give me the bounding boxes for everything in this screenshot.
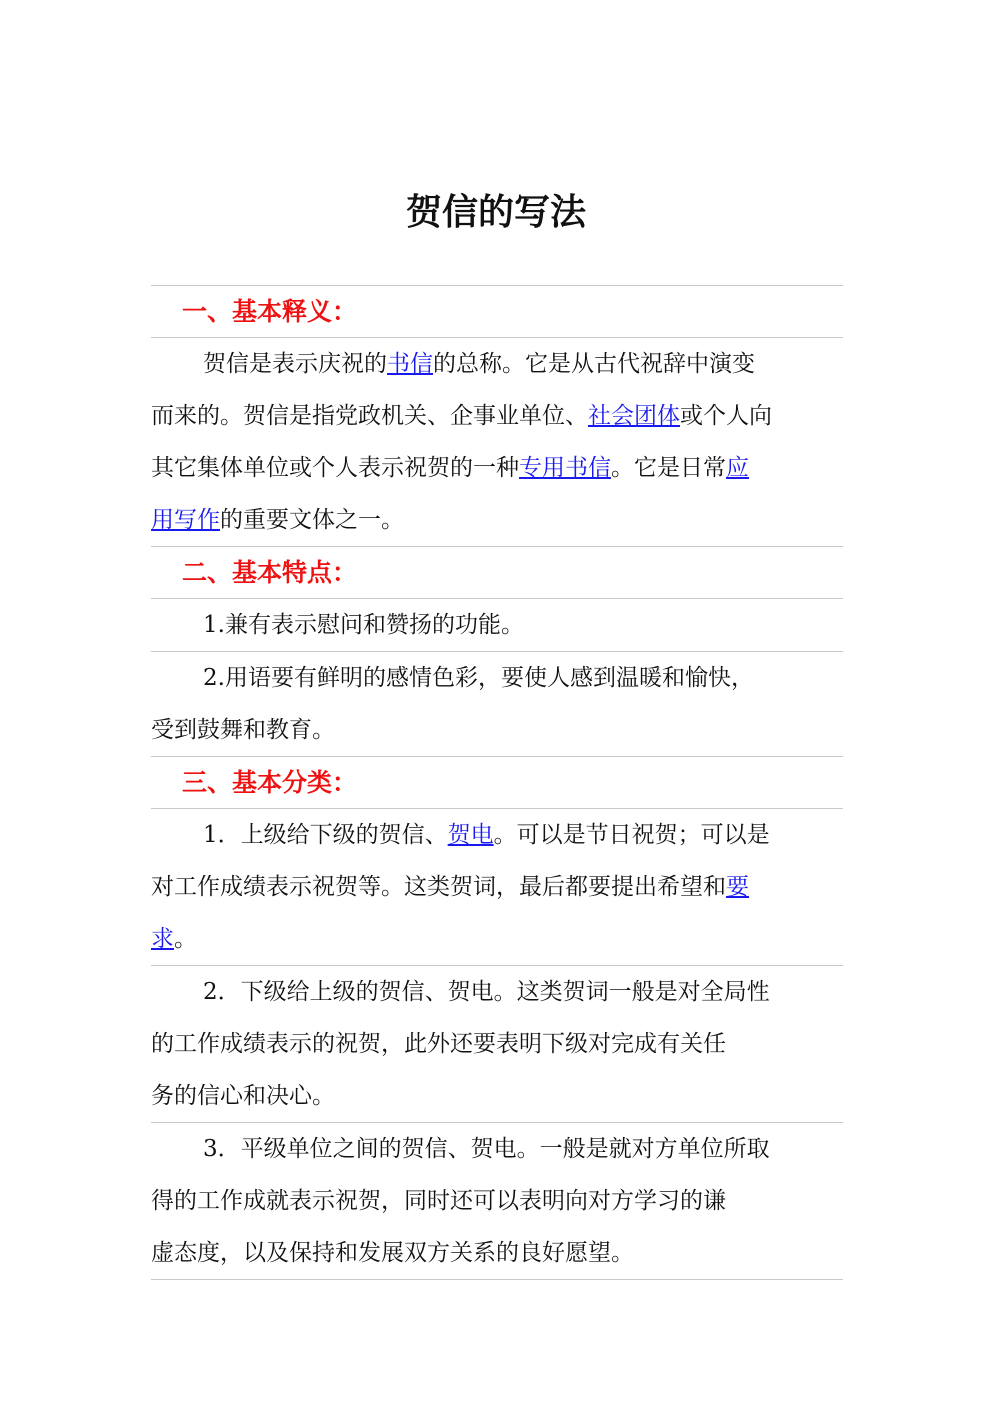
paragraph-line (151, 442, 843, 494)
text-run: 的重要文体之一。 (220, 507, 404, 533)
text-run: 1．上级给下级的贺信、 (203, 822, 448, 848)
paragraph-line (151, 913, 843, 965)
section-heading: 一、基本释义： (182, 297, 358, 326)
paragraph-line: 1.兼有表示慰问和赞扬的功能。 (203, 612, 524, 638)
paragraph-line: 2.用语要有鲜明的感情色彩，要使人感到温暖和愉快， (203, 665, 754, 691)
section-basic-features-heading (151, 546, 843, 598)
document-title: 贺信的写法 (405, 192, 586, 233)
text-run: 。它是日常 (611, 455, 726, 481)
paragraph-line: 务的信心和决心。 (151, 1083, 335, 1109)
category-item-2 (151, 965, 843, 1122)
paragraph-line: 的工作成绩表示的祝贺，此外还要表明下级对完成有关任 (151, 1031, 726, 1057)
paragraph-line: 2．下级给上级的贺信、贺电。这类贺词一般是对全局性 (203, 979, 770, 1005)
paragraph-line (151, 338, 843, 390)
text-run: 的总称。它是从古代祝辞中演变 (433, 351, 755, 377)
category-item-3 (151, 1122, 843, 1280)
paragraph-line (151, 390, 843, 442)
section-heading: 三、基本分类： (182, 768, 358, 797)
definition-paragraph (151, 337, 843, 546)
link-yingyong-xiezuo[interactable]: 应 (726, 455, 749, 481)
paragraph-line (151, 861, 843, 913)
paragraph-line: 虚态度，以及保持和发展双方关系的良好愿望。 (151, 1240, 634, 1266)
text-run: 。可以是节日祝贺；可以是 (493, 822, 770, 848)
section-basic-categories-heading (151, 756, 843, 808)
text-run: 对工作成绩表示祝贺等。这类贺词，最后都要提出希望和 (151, 874, 726, 900)
paragraph-line: 得的工作成就表示祝贺，同时还可以表明向对方学习的谦 (151, 1188, 726, 1214)
link-shehui-tuanti[interactable]: 社会团体 (588, 403, 680, 429)
link-yingyong-xiezuo[interactable]: 用写作 (151, 507, 220, 533)
text-run: 而来的。贺信是指党政机关、企事业单位、 (151, 403, 588, 429)
category-item-1 (151, 808, 843, 965)
link-shuxin[interactable]: 书信 (387, 351, 433, 377)
link-yaoqiu[interactable]: 要 (726, 874, 749, 900)
text-run: 其它集体单位或个人表示祝贺的一种 (151, 455, 519, 481)
paragraph-line: 3．平级单位之间的贺信、贺电。一般是就对方单位所取 (203, 1136, 770, 1162)
feature-item-2 (151, 651, 843, 756)
link-zhuanyong-shuxin[interactable]: 专用书信 (519, 455, 611, 481)
paragraph-line (151, 809, 843, 861)
section-heading: 二、基本特点： (182, 558, 358, 587)
feature-item-1 (151, 598, 843, 651)
text-run: 贺信是表示庆祝的 (203, 351, 387, 377)
text-run: 。 (174, 926, 197, 952)
document-body (151, 285, 843, 1280)
text-run: 或个人向 (680, 403, 772, 429)
paragraph-line: 受到鼓舞和教育。 (151, 717, 335, 743)
paragraph-line (151, 494, 843, 546)
link-hedian[interactable]: 贺电 (447, 822, 494, 848)
link-yaoqiu[interactable]: 求 (151, 926, 174, 952)
section-basic-definition-heading (151, 285, 843, 337)
